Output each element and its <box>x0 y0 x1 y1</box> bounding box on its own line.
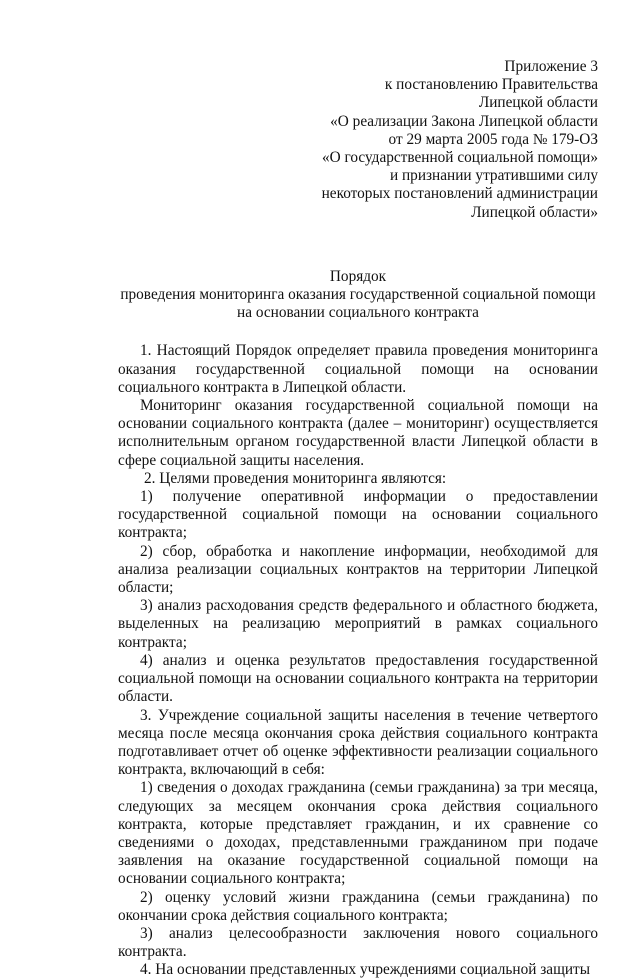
paragraph: 1) получение оперативной информации о предоставлении государственной социальной помощи на основании социального контракта; <box>118 488 598 542</box>
title-line: проведения мониторинга оказания государственной социальной помощи <box>120 286 596 304</box>
paragraph: 2. Целями проведения мониторинга являются: <box>144 469 447 487</box>
appendix-line: Липецкой области <box>478 94 598 112</box>
paragraph: 1. Настоящий Порядок определяет правила проведения мониторинга оказания государственной социальной помощи на основании социального контракта в Липецкой области. <box>118 342 598 396</box>
appendix-line: Липецкой области» <box>471 203 598 221</box>
appendix-line: и признании утратившими силу <box>389 167 598 185</box>
paragraph: 1) сведения о доходах гражданина (семьи гражданина) за три месяца, следующих за месяцем окончания срока действия социального контракта, которые представляет гражданин, и их сравнение со сведениями о доходах, представленными гражданином при подаче заявления на оказание государственной социальной помощи на основании социального контракта; <box>118 779 598 888</box>
paragraph: 3. Учреждение социальной защиты населения в течение четвертого месяца после месяца окончания срока действия социального контракта подготавливает отчет об оценке эффективности реализации социального контракта, включающий в себя: <box>118 706 598 779</box>
appendix-line: к постановлению Правительства <box>384 76 598 94</box>
document-body <box>118 342 598 979</box>
appendix-header <box>118 58 598 222</box>
title-line: на основании социального контракта <box>237 304 479 322</box>
paragraph: 2) сбор, обработка и накопление информации, необходимой для анализа реализации социальных контрактов на территории Липецкой области; <box>118 542 598 597</box>
document-title <box>118 268 598 323</box>
paragraph: Мониторинг оказания государственной социальной помощи на основании социального контракта (далее – мониторинг) осуществляется исполнительным органом государственной власти Липецкой области в сфере социальной защиты населения. <box>118 397 598 469</box>
appendix-line: от 29 марта 2005 года № 179-ОЗ <box>388 130 598 148</box>
appendix-line: некоторых постановлений администрации <box>321 185 598 203</box>
title-line: Порядок <box>329 267 387 285</box>
appendix-line: «О государственной социальной помощи» <box>321 149 598 167</box>
paragraph: 4) анализ и оценка результатов предоставления государственной социальной помощи на основании социального контракта на территории области. <box>118 651 598 706</box>
paragraph: 3) анализ расходования средств федерального и областного бюджета, выделенных на реализацию мероприятий в рамках социального контракта; <box>118 597 598 651</box>
paragraph: 2) оценку условий жизни гражданина (семьи гражданина) по окончании срока действия социального контракта; <box>118 888 598 924</box>
appendix-line: «О реализации Закона Липецкой области <box>330 112 598 130</box>
appendix-line: Приложение 3 <box>504 58 598 75</box>
paragraph: 3) анализ целесообразности заключения нового социального контракта. <box>118 924 598 961</box>
paragraph: 4. На основании представленных учреждениями социальной защиты <box>140 961 590 979</box>
